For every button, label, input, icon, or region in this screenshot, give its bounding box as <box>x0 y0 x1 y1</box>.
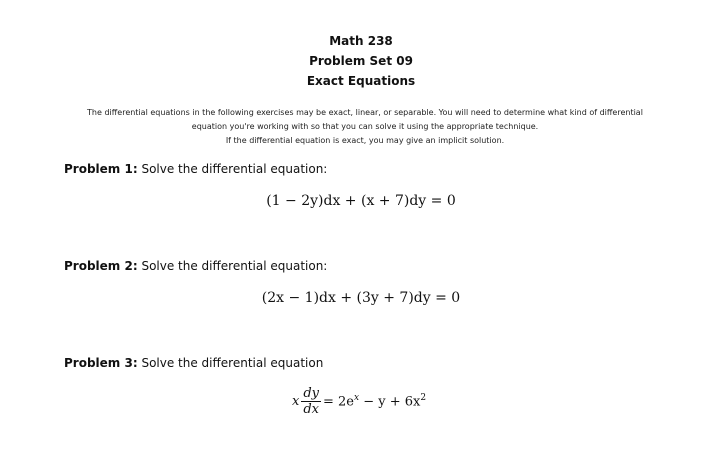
fraction-denominator: dx <box>303 402 319 417</box>
instructions <box>40 106 690 148</box>
course-title: Math 238 <box>329 34 393 48</box>
problem-set-title: Problem Set 09 <box>309 54 413 68</box>
problem-3-equation <box>292 386 426 417</box>
problem-1-label: Problem 1: <box>64 162 138 176</box>
instructions-line-3: If the differential equation is exact, you may give an implicit solution. <box>225 136 505 145</box>
problem-3-label: Problem 3: <box>64 356 138 370</box>
instructions-line-2: equation you're working with so that you can solve it using the appropriate technique. <box>191 122 539 131</box>
problem-2-label: Problem 2: <box>64 259 138 273</box>
fraction-numerator: dy <box>303 386 320 401</box>
document-title-block <box>0 31 722 91</box>
problem-3-prompt: Solve the differential equation <box>137 356 324 370</box>
instructions-line-1: The differential equations in the following exercises may be exact, linear, or separable. You will need to determine what kind of differential <box>87 108 643 117</box>
problem-2-heading <box>64 258 327 274</box>
problem-3-derivative-fraction <box>301 386 321 417</box>
problem-1-heading <box>64 161 327 177</box>
problem-1-equation: (1 − 2y)dx + (x + 7)dy = 0 <box>266 193 456 209</box>
problem-2-equation: (2x − 1)dx + (3y + 7)dy = 0 <box>261 290 461 306</box>
problem-3-lhs-coefficient: x <box>292 394 300 409</box>
problem-2-prompt: Solve the differential equation: <box>137 259 328 273</box>
problem-3-heading <box>64 355 323 371</box>
problem-1-prompt: Solve the differential equation: <box>137 162 328 176</box>
topic-title: Exact Equations <box>306 74 416 88</box>
problem-3-rhs: = $2e^x - y + 6x^2$ <box>323 393 427 410</box>
